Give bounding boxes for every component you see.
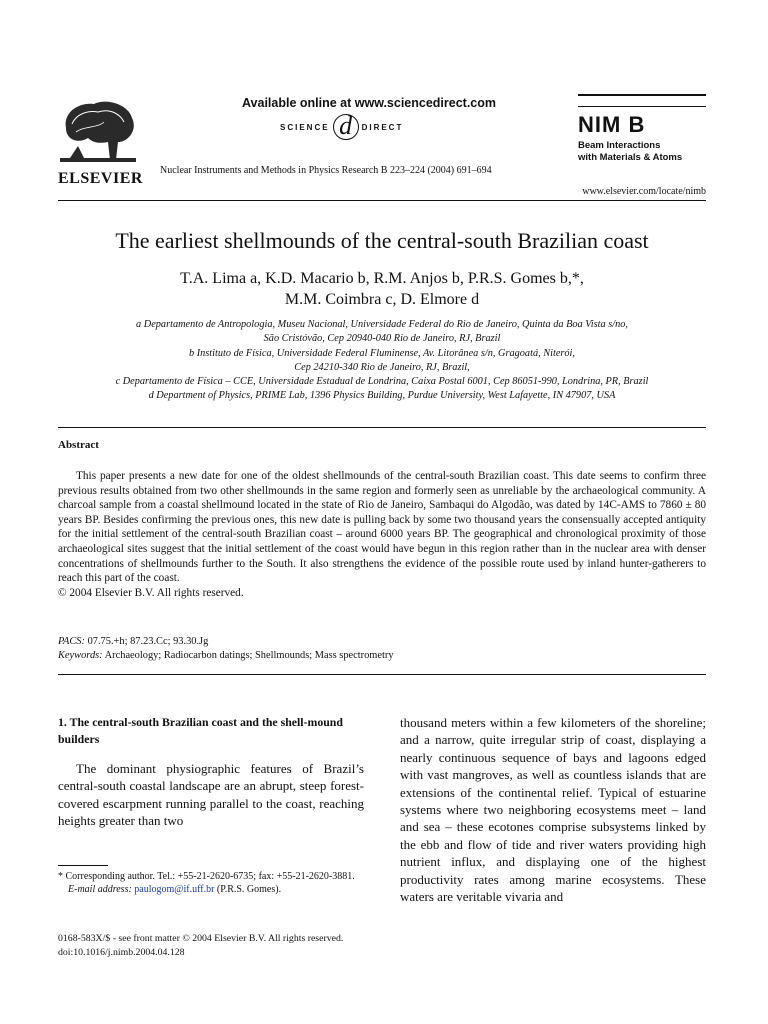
authors-line-2: M.M. Coimbra c, D. Elmore d [284, 291, 480, 308]
abstract-heading: Abstract [58, 439, 99, 451]
available-online-text: Available online at www.sciencedirect.com [241, 96, 497, 110]
nimb-logo [578, 94, 706, 164]
journal-url[interactable]: www.elsevier.com/locate/nimb [582, 186, 706, 197]
email-label: E-mail address: [68, 884, 132, 896]
classification-block [58, 635, 706, 664]
affiliation-line: d Department of Physics, PRIME Lab, 1396 Physics Building, Purdue University, West Lafayette, IN 47907, USA [148, 390, 616, 402]
header-divider [58, 200, 706, 201]
body-paragraph-right: thousand meters within a few kilometers of the shoreline; and a narrow, quite irregular strip of coast, displaying a nearly continuous sequence of bays and lagoons edged with vast mangroves, as well as countless islands that are extensions of the continental relief. Typical of estuarine systems where two neighboring ecosystems meet – land and sea – these ecotones comprise subsystems linked by the ebb and flow of tide and river waters providing high nutrient influx, and displaying one of the highest productivity rates among marine ecosystems. These waters are veritable vivaria and [400, 715, 706, 905]
pacs-value: 07.75.+h; 87.23.Cc; 93.30.Jg [87, 636, 209, 647]
elsevier-wordmark: ELSEVIER [58, 170, 143, 187]
pacs-line [58, 635, 706, 649]
nimb-subtitle-1: Beam Interactions [578, 140, 661, 151]
abstract-copyright: © 2004 Elsevier B.V. All rights reserved. [58, 586, 244, 599]
email-line [58, 883, 364, 896]
author-list [58, 268, 706, 310]
affiliation-line: a Departamento de Antropologia, Museu Nacional, Universidade Federal do Rio de Janeiro, Quinta da Boa Vista s/no, [136, 319, 628, 330]
keywords-label: Keywords: [58, 650, 103, 662]
footnote [58, 870, 364, 896]
abstract-bottom-rule [58, 674, 706, 675]
right-column [400, 714, 706, 905]
sciencedirect-logo [280, 111, 440, 140]
email-suffix: (P.R.S. Gomes). [216, 884, 282, 896]
affiliation-line: São Cristóvão, Cep 20940-040 Rio de Janeiro, RJ, Brazil [263, 333, 501, 345]
affiliation-line: c Departamento de Física – CCE, Universidade Estadual de Londrina, Caixa Postal 6001, Cep 86051-990, Londrina, PR, Brazil [115, 376, 649, 388]
authors-line-1: T.A. Lima a, K.D. Macario b, R.M. Anjos b, P.R.S. Gomes b,*, [180, 270, 584, 287]
nimb-subtitle-2: with Materials & Atoms [578, 152, 683, 163]
abstract-body [58, 469, 706, 600]
elsevier-logo [58, 98, 143, 187]
elsevier-tree-icon [58, 98, 138, 168]
abstract-paragraph: This paper presents a new date for one of the oldest shellmounds of the central-south Brazilian coast. This date seems to confirm three previous results obtained from two other shellmounds in the same region and formerly seen as unreliable by the archaeological community. A charcoal sample from a coastal shellmound located in the state of Rio de Janeiro, Sambaqui do Algodão, was dated by 14C-AMS to 7860 ± 80 years BP. Besides confirming the previous ones, this new date is pulling back by some two thousand years the consensually accepted antiquity for the initial settlement of the central-south Brazilian coast – around 6000 years BP. The geographical and chronological proximity of those archaeological sites suggest that the initial settlement of the coast would have begun in this region rather than in the nuclear area with denser concentrations of shellmounds further to the South. It also strengthens the evidence of the possible route used by inland hunter-gatherers to reach this part of the coast. [58, 470, 706, 585]
sciencedirect-left: SCIENCE [280, 122, 330, 132]
left-column [58, 714, 364, 830]
pacs-label: PACS: [58, 636, 85, 647]
doi-line[interactable]: doi:10.1016/j.nimb.2004.04.128 [58, 946, 185, 958]
corresponding-author-note: * Corresponding author. Tel.: +55-21-2620-6735; fax: +55-21-2620-3881. [58, 871, 355, 882]
email-link[interactable]: paulogom@if.uff.br [134, 884, 215, 896]
section-heading: 1. The central-south Brazilian coast and the shell-mound builders [58, 715, 343, 746]
issn-line: 0168-583X/$ - see front matter © 2004 Elsevier B.V. All rights reserved. [58, 933, 344, 944]
affiliations [58, 318, 706, 404]
affiliation-line: Cep 24210-340 Rio de Janeiro, RJ, Brazil, [294, 361, 470, 373]
affiliation-line: b Instituto de Física, Universidade Federal Fluminense, Av. Litorânea s/n, Gragoatá, Niterói, [188, 347, 575, 359]
nimb-wordmark: NIM B [578, 112, 646, 137]
sciencedirect-d-icon: d [333, 114, 359, 140]
footnote-rule [58, 865, 108, 866]
keywords-line [58, 649, 706, 663]
keywords-value: Archaeology; Radiocarbon datings; Shellmounds; Mass spectrometry [104, 650, 394, 662]
page-footer [58, 932, 458, 959]
sciencedirect-right: DIRECT [361, 122, 404, 132]
abstract-top-rule [58, 427, 706, 428]
nimb-rule [578, 94, 706, 107]
article-title: The earliest shellmounds of the central-south Brazilian coast [115, 228, 649, 253]
journal-reference: Nuclear Instruments and Methods in Physics Research B 223–224 (2004) 691–694 [160, 165, 492, 176]
body-paragraph-left: The dominant physiographic features of Brazil’s central-south coastal landscape are an abrupt, steep forest-covered escarpment running parallel to the coast, reaching heights greater than two [58, 761, 364, 829]
